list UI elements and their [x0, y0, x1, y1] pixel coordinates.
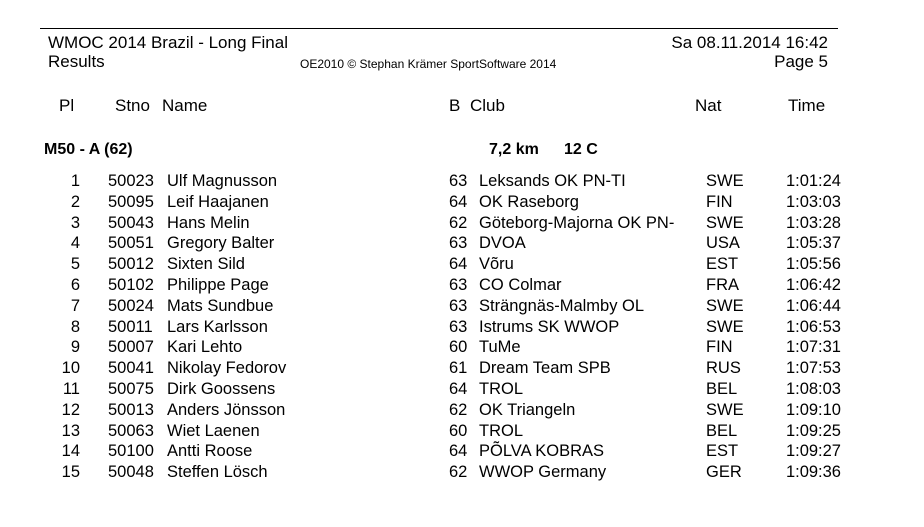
- cell-stno: 50013: [108, 400, 154, 419]
- cell-nat: BEL: [706, 421, 738, 440]
- cell-stno: 50023: [108, 172, 154, 190]
- cell-club: OK Triangeln: [479, 400, 576, 419]
- cell-name: Ulf Magnusson: [167, 172, 278, 190]
- table-row: [0, 441, 924, 462]
- cell-b: 60: [449, 338, 468, 357]
- cell-pl: 4: [70, 234, 80, 253]
- cell-nat: SWE: [706, 317, 744, 336]
- cell-b: 63: [449, 296, 468, 315]
- table-row: [0, 421, 924, 442]
- cell-name: Steffen Lösch: [167, 463, 268, 482]
- cell-time: 1:05:37: [785, 234, 841, 253]
- cell-stno: 50012: [108, 255, 154, 274]
- cell-b: 62: [449, 463, 468, 482]
- cell-pl: 2: [70, 192, 80, 211]
- cell-pl: 7: [70, 296, 80, 315]
- cell-stno: 50007: [108, 338, 154, 357]
- cell-nat: EST: [706, 255, 739, 274]
- event-title: WMOC 2014 Brazil - Long Final: [48, 33, 288, 52]
- column-header-nat: Nat: [695, 96, 722, 115]
- cell-pl: 12: [61, 400, 80, 419]
- cell-club: TROL: [479, 421, 524, 440]
- cell-b: 63: [449, 234, 468, 253]
- table-row: [0, 358, 924, 379]
- cell-b: 62: [449, 400, 468, 419]
- software-credit: OE2010 © Stephan Krämer SportSoftware 2014: [300, 57, 557, 71]
- cell-pl: 14: [61, 442, 80, 461]
- cell-b: 63: [449, 275, 468, 294]
- table-row: [0, 213, 924, 234]
- cell-time: 1:09:36: [785, 463, 841, 482]
- cell-club: Võru: [479, 255, 514, 274]
- cell-b: 62: [449, 213, 468, 232]
- table-row: [0, 462, 924, 483]
- cell-stno: 50011: [108, 317, 153, 336]
- cell-time: 1:03:03: [785, 192, 841, 211]
- cell-pl: 8: [70, 317, 80, 336]
- page-number: Page 5: [774, 52, 828, 71]
- table-row: [0, 317, 924, 338]
- cell-b: 64: [449, 192, 468, 211]
- cell-nat: RUS: [706, 359, 741, 378]
- cell-club: Dream Team SPB: [479, 359, 611, 378]
- cell-pl: 10: [61, 359, 80, 378]
- column-header-club: Club: [470, 96, 505, 115]
- cell-pl: 6: [70, 275, 80, 294]
- cell-b: 60: [449, 421, 468, 440]
- cell-nat: FIN: [706, 338, 733, 357]
- cell-name: Kari Lehto: [167, 338, 243, 357]
- cell-pl: 13: [61, 421, 80, 440]
- cell-stno: 50100: [108, 442, 154, 461]
- cell-b: 63: [449, 317, 468, 336]
- cell-club: TROL: [479, 379, 524, 398]
- cell-pl: 3: [70, 213, 80, 232]
- cell-name: Hans Melin: [167, 213, 250, 232]
- cell-name: Dirk Goossens: [167, 379, 276, 398]
- cell-nat: SWE: [706, 172, 744, 190]
- cell-time: 1:06:53: [785, 317, 841, 336]
- cell-club: TuMe: [479, 338, 521, 357]
- cell-name: Gregory Balter: [167, 234, 275, 253]
- cell-name: Mats Sundbue: [167, 296, 274, 315]
- cell-time: 1:06:44: [785, 296, 841, 315]
- cell-name: Antti Roose: [167, 442, 253, 461]
- table-row: [0, 337, 924, 358]
- column-header-name: Name: [162, 96, 208, 115]
- cell-name: Nikolay Fedorov: [167, 359, 287, 378]
- cell-nat: FRA: [706, 275, 739, 294]
- table-row: [0, 254, 924, 275]
- cell-stno: 50095: [108, 192, 154, 211]
- column-header-pl: Pl: [59, 96, 75, 115]
- table-row: [0, 171, 924, 192]
- cell-time: 1:09:25: [785, 421, 841, 440]
- table-row: [0, 275, 924, 296]
- cell-stno: 50075: [108, 379, 154, 398]
- cell-time: 1:09:27: [785, 442, 841, 461]
- cell-nat: EST: [706, 442, 739, 461]
- cell-name: Wiet Laenen: [167, 421, 260, 440]
- cell-nat: SWE: [706, 400, 744, 419]
- cell-stno: 50043: [108, 213, 154, 232]
- category-name: M50 - A (62): [44, 141, 133, 158]
- cell-stno: 50063: [108, 421, 154, 440]
- cell-time: 1:06:42: [785, 275, 841, 294]
- cell-b: 64: [449, 379, 468, 398]
- cell-club: CO Colmar: [479, 275, 562, 294]
- cell-nat: BEL: [706, 379, 738, 398]
- cell-club: DVOA: [479, 234, 526, 253]
- cell-name: Sixten Sild: [167, 255, 245, 274]
- cell-pl: 5: [70, 255, 80, 274]
- cell-club: Leksands OK PN-TI: [479, 172, 626, 190]
- cell-stno: 50102: [108, 275, 154, 294]
- cell-stno: 50041: [108, 359, 154, 378]
- cell-club: Istrums SK WWOP: [479, 317, 620, 336]
- course-distance: 7,2 km: [489, 141, 539, 158]
- cell-pl: 15: [61, 463, 80, 482]
- column-header-b: B: [449, 96, 461, 115]
- document-subtitle: Results: [48, 52, 105, 71]
- cell-stno: 50048: [108, 463, 154, 482]
- table-row: [0, 400, 924, 421]
- cell-time: 1:03:28: [785, 213, 841, 232]
- column-header-time: Time: [788, 96, 826, 115]
- cell-time: 1:07:31: [785, 338, 841, 357]
- cell-club: OK Raseborg: [479, 192, 579, 211]
- course-controls: 12 C: [564, 141, 598, 158]
- cell-nat: SWE: [706, 296, 744, 315]
- print-datetime: Sa 08.11.2014 16:42: [671, 33, 828, 52]
- cell-pl: 1: [70, 172, 80, 190]
- table-row: [0, 296, 924, 317]
- results-table: [0, 171, 924, 483]
- cell-stno: 50024: [108, 296, 154, 315]
- cell-nat: GER: [706, 463, 742, 482]
- cell-time: 1:09:10: [785, 400, 841, 419]
- cell-pl: 11: [62, 379, 80, 398]
- cell-name: Anders Jönsson: [167, 400, 286, 419]
- cell-time: 1:01:24: [785, 172, 841, 190]
- cell-name: Leif Haajanen: [167, 192, 269, 211]
- cell-b: 64: [449, 255, 468, 274]
- cell-nat: USA: [706, 234, 740, 253]
- header-rule: [40, 28, 838, 29]
- cell-b: 64: [449, 442, 468, 461]
- table-row: [0, 233, 924, 254]
- cell-name: Lars Karlsson: [167, 317, 268, 336]
- cell-nat: FIN: [706, 192, 733, 211]
- cell-club: WWOP Germany: [479, 463, 607, 482]
- cell-time: 1:05:56: [785, 255, 841, 274]
- cell-club: PÕLVA KOBRAS: [479, 442, 605, 461]
- table-row: [0, 192, 924, 213]
- cell-nat: SWE: [706, 213, 744, 232]
- cell-time: 1:07:53: [785, 359, 841, 378]
- cell-time: 1:08:03: [785, 379, 841, 398]
- cell-name: Philippe Page: [167, 275, 269, 294]
- table-row: [0, 379, 924, 400]
- cell-b: 63: [449, 172, 468, 190]
- cell-club: Strängnäs-Malmby OL: [479, 296, 645, 315]
- cell-stno: 50051: [108, 234, 154, 253]
- cell-b: 61: [449, 359, 468, 378]
- column-header-stno: Stno: [115, 96, 150, 115]
- cell-pl: 9: [70, 338, 80, 357]
- cell-club: Göteborg-Majorna OK PN-: [479, 213, 675, 232]
